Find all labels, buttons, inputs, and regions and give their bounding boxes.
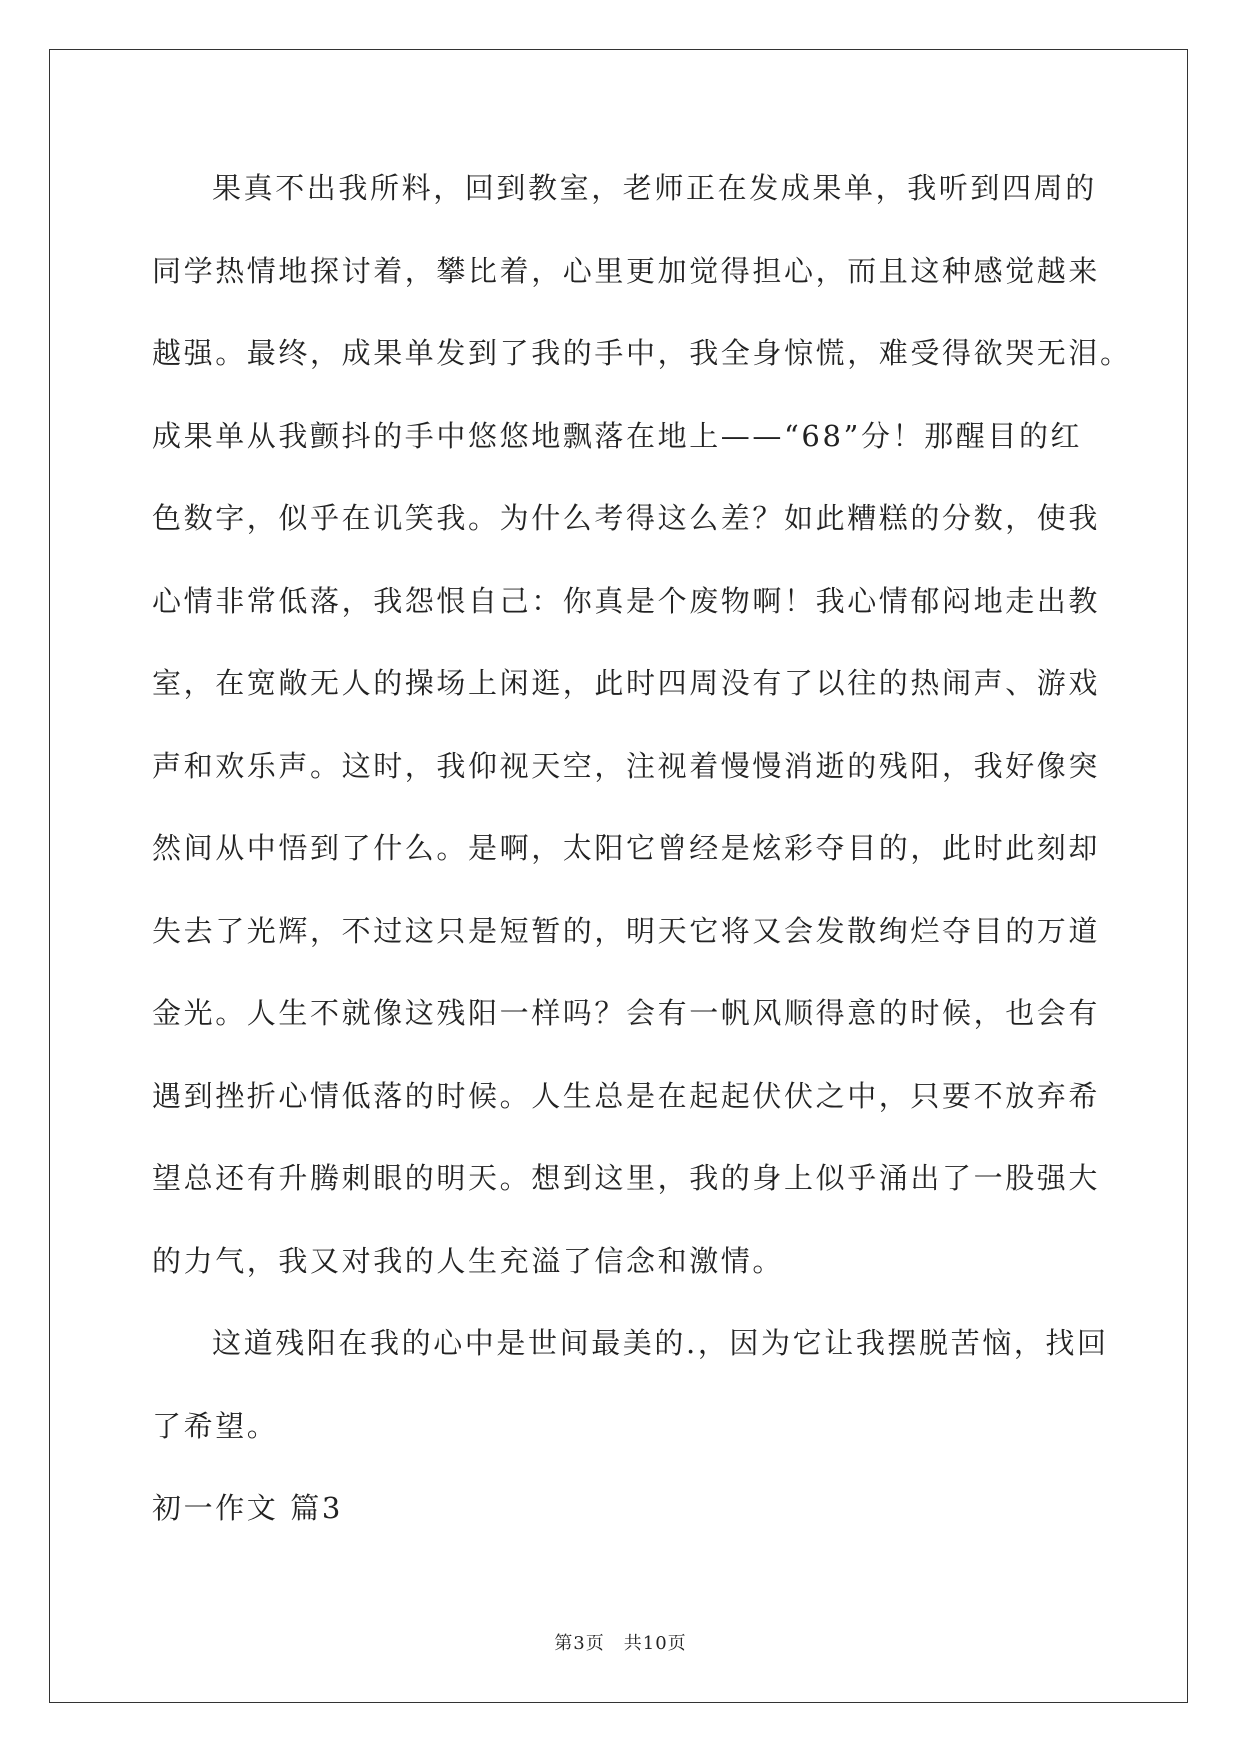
- text-line: 这道残阳在我的心中是世间最美的.，因为它让我摆脱苦恼，找回: [212, 1326, 1109, 1360]
- paragraph-1: [152, 158, 1132, 1313]
- text-line: 了希望。: [152, 1408, 279, 1443]
- text-line: 的力气，我又对我的人生充溢了信念和激情。: [152, 1243, 785, 1278]
- text-line: 成果单从我颤抖的手中悠悠地飘落在地上——“68”分！那醒目的红: [152, 418, 1083, 453]
- text-line: 色数字，似乎在讥笑我。为什么考得这么差？如此糟糕的分数，使我: [152, 501, 1101, 535]
- document-body: [152, 158, 1132, 1561]
- text-line: 望总还有升腾刺眼的明天。想到这里，我的身上似乎涌出了一股强大: [152, 1161, 1101, 1195]
- text-line: 遇到挫折心情低落的时候。人生总是在起起伏伏之中，只要不放弃希: [152, 1078, 1101, 1113]
- text-line: 金光。人生不就像这残阳一样吗？会有一帆风顺得意的时候，也会有: [152, 996, 1101, 1030]
- section-heading: 初一作文 篇3: [152, 1491, 343, 1525]
- text-line: 声和欢乐声。这时，我仰视天空，注视着慢慢消逝的残阳，我好像突: [152, 748, 1101, 783]
- text-line: 心情非常低落，我怨恨自己：你真是个废物啊！我心情郁闷地走出教: [152, 583, 1101, 618]
- text-line: 室，在宽敞无人的操场上闲逛，此时四周没有了以往的热闹声、游戏: [152, 666, 1101, 700]
- text-line: 果真不出我所料，回到教室，老师正在发成果单，我听到四周的: [212, 171, 1097, 205]
- page-footer: 第3页 共10页: [554, 1633, 687, 1654]
- text-line: 越强。最终，成果单发到了我的手中，我全身惊慌，难受得欲哭无泪。: [152, 336, 1132, 370]
- text-line: 同学热情地探讨着，攀比着，心里更加觉得担心，而且这种感觉越来: [152, 253, 1101, 288]
- text-line: 然间从中悟到了什么。是啊，太阳它曾经是炫彩夺目的，此时此刻却: [152, 831, 1101, 865]
- text-line: 失去了光辉，不过这只是短暂的，明天它将又会发散绚烂夺目的万道: [152, 913, 1101, 948]
- paragraph-2: [152, 1313, 1109, 1478]
